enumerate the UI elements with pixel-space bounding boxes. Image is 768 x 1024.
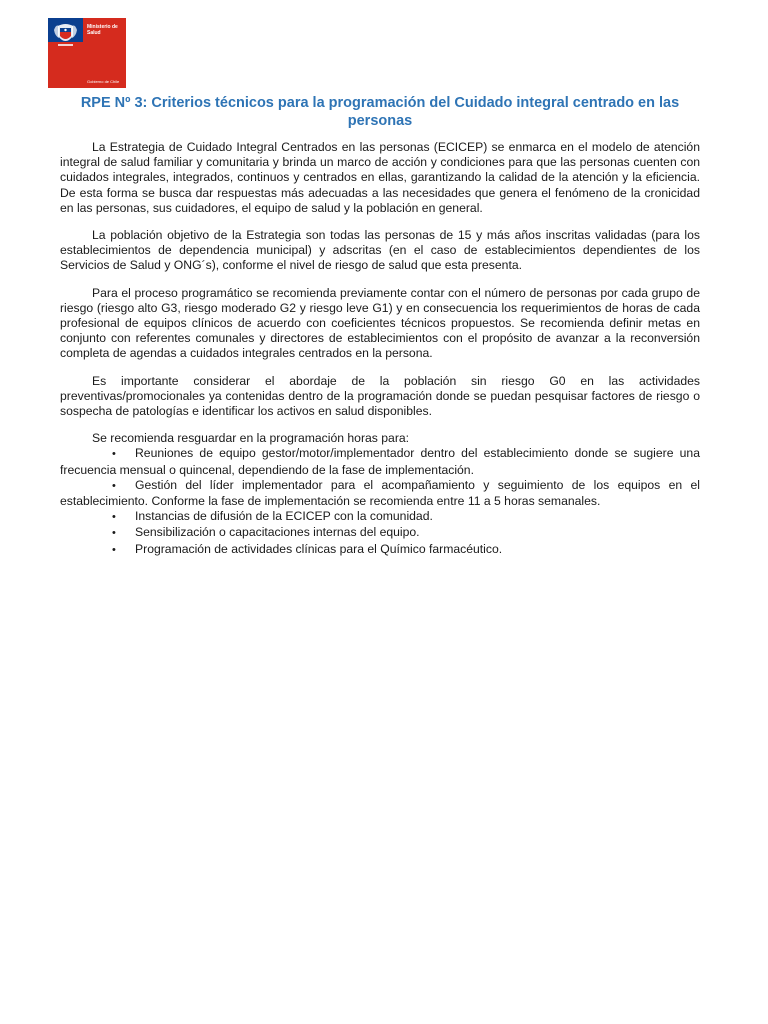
logo-blue-band xyxy=(48,18,83,42)
list-item-text: Reuniones de equipo gestor/motor/implementador dentro del establecimiento donde se sugiere una frecuencia mensual o quincenal, dependiendo de la fase de implementación. xyxy=(60,446,700,477)
bullet-icon: • xyxy=(112,527,116,540)
paragraph: Es importante considerar el abordaje de la población sin riesgo G0 en las actividades preventivas/promocionales ya contenidas dentro de la programación donde se puedan pesquisar factores de riesgo o sospecha de patologías e identificar los activos en salud disponibles. xyxy=(60,373,700,419)
coat-of-arms-icon xyxy=(50,20,81,50)
list-item xyxy=(60,525,700,541)
list-item-text: Gestión del líder implementador para el acompañamiento y seguimiento de los equipos en el establecimiento. Conforme la fase de implementación se recomienda entre 11 a 5 horas semanales. xyxy=(60,477,700,509)
list-item-text: Programación de actividades clínicas para el Químico farmacéutico. xyxy=(135,541,503,556)
logo-line-1: Ministerio de xyxy=(87,24,118,30)
list-item-text: Instancias de difusión de la ECICEP con la comunidad. xyxy=(135,509,433,524)
list-item xyxy=(60,509,700,525)
document-title: RPE Nº 3: Criterios técnicos para la programación del Cuidado integral centrado en las personas xyxy=(80,95,680,129)
logo-line-2: Salud xyxy=(87,29,101,36)
list-intro: Se recomienda resguardar en la programación horas para: xyxy=(92,431,410,446)
logo-flag-block xyxy=(48,18,83,88)
logo-red-panel xyxy=(83,18,126,88)
bullet-icon: • xyxy=(112,479,116,492)
list-item xyxy=(60,446,700,477)
ministerio-salud-logo xyxy=(48,18,126,88)
recommendation-list xyxy=(60,446,700,557)
logo-footer: Gobierno de Chile xyxy=(87,79,120,84)
list-item xyxy=(60,478,700,509)
list-item xyxy=(60,542,700,558)
document-body xyxy=(60,140,700,558)
paragraph: La población objetivo de la Estrategia son todas las personas de 15 y más años inscritas validadas (para los establecimientos de dependencia municipal) y adscritas (en el caso de establecimientos dependientes de los Servicios de Salud y ONG´s), conforme el nivel de riesgo de salud que esta presenta. xyxy=(60,228,700,273)
bullet-icon: • xyxy=(112,543,116,556)
paragraph: La Estrategia de Cuidado Integral Centrados en las personas (ECICEP) se enmarca en el modelo de atención integral de salud familiar y comunitaria y brinda un marco de acción y condiciones para que las personas cuenten con cuidados integrales, integrados, continuos y centrados en ellas, garantizando la calidad de la atención y la eficiencia. De esta forma se busca dar respuestas más adecuadas a las necesidades que genera el fenómeno de la cronicidad en las personas, sus cuidadores, el equipo de salud y la población en general. xyxy=(60,140,700,215)
bullet-icon: • xyxy=(112,448,116,461)
paragraph: Para el proceso programático se recomienda previamente contar con el número de personas por cada grupo de riesgo (riesgo alto G3, riesgo moderado G2 y riesgo leve G1) y en consecuencia los requerimientos de horas de cada profesional de equipos clínicos de acuerdo con coeficientes técnicos propuestos. Se recomienda definir metas en conjunto con referentes comunales y directores de establecimientos con el propósito de avanzar a la reconversión completa de agendas a cuidados integrales centrados en la persona. xyxy=(60,285,700,361)
list-item-text: Sensibilización o capacitaciones internas del equipo. xyxy=(135,525,420,540)
bullet-icon: • xyxy=(112,511,116,524)
